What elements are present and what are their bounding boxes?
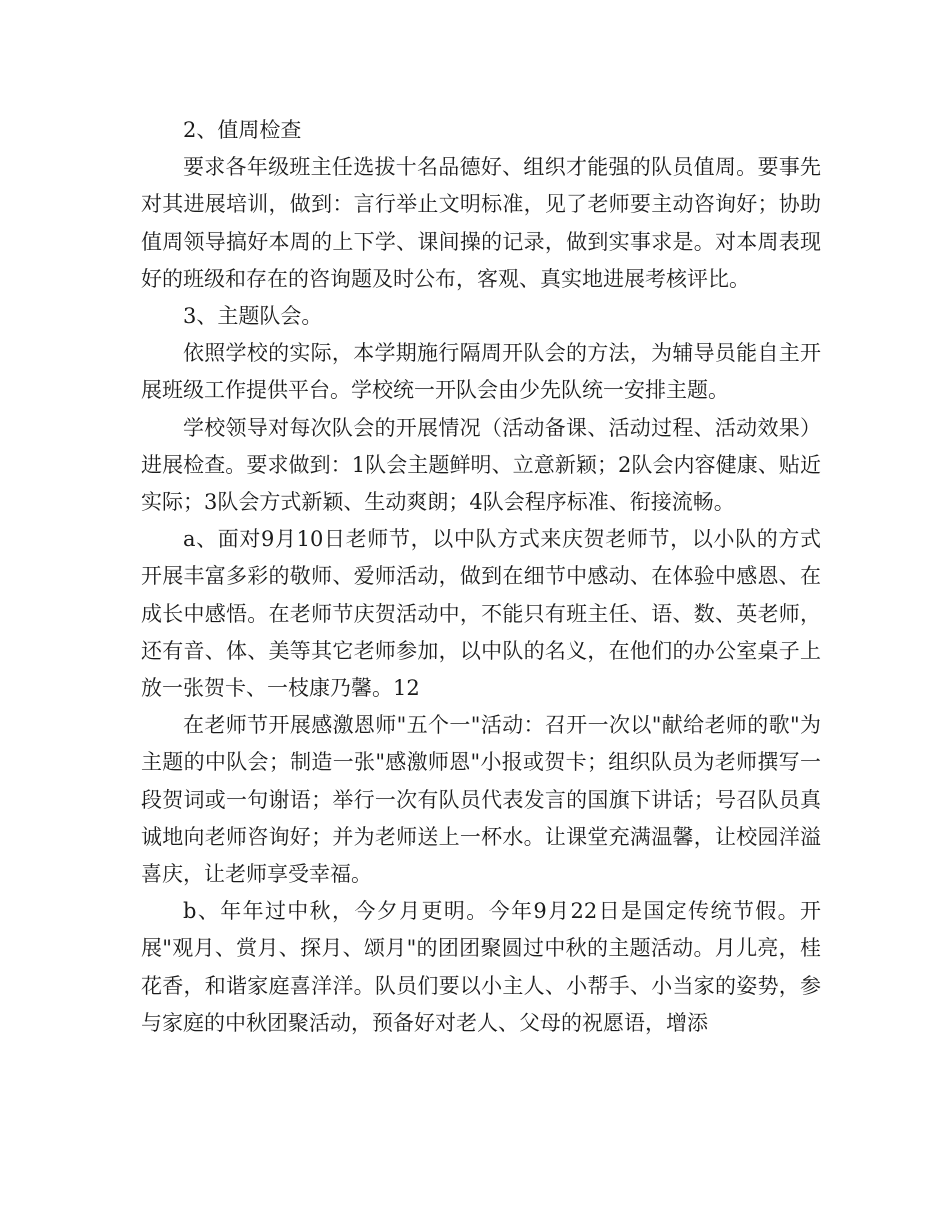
paragraph-meeting-schedule: 依照学校的实际，本学期施行隔周开队会的方法，为辅导员能自主开展班级工作提供平台。学校统一开队会由少先队统一安排主题。 <box>141 341 821 403</box>
paragraph-five-ones-activity: 在老师节开展感激恩师"五个一"活动：召开一次以"献给老师的歌"为主题的中队会；制造一张"感激师恩"小报或贺卡；组织队员为老师撰写一段贺词或一句谢语；举行一次有队员代表发言的国旗下讲话；号召队员真诚地向老师咨询好；并为老师送上一杯水。让课堂充满温馨，让校园洋溢喜庆，让老师享受幸福。 <box>141 713 821 887</box>
document-body <box>141 112 821 1042</box>
paragraph-mid-autumn: b、年年过中秋，今夕月更明。今年9月22日是国定传统节假。开展"观月、赏月、探月、颂月"的团团聚圆过中秋的主题活动。月儿亮，桂花香，和谐家庭喜洋洋。队员们要以小主人、小帮手、小当家的姿势，参与家庭的中秋团聚活动，预备好对老人、父母的祝愿语，增添 <box>141 899 821 1035</box>
paragraph-duty-requirements: 要求各年级班主任选拔十名品德好、组织才能强的队员值周。要事先对其进展培训，做到：言行举止文明标准，见了老师要主动咨询好；协助值周领导搞好本周的上下学、课间操的记录，做到实事求是。对本周表现好的班级和存在的咨询题及时公布，客观、真实地进展考核评比。 <box>141 155 821 291</box>
heading-theme-meeting: 3、主题队会。 <box>183 304 323 329</box>
heading-duty-check: 2、值周检查 <box>183 118 302 142</box>
paragraph-meeting-inspection: 学校领导对每次队会的开展情况（活动备课、活动过程、活动效果）进展检查。要求做到：1队会主题鲜明、立意新颖；2队会内容健康、贴近实际；3队会方式新颖、生动爽朗；4队会程序标准、衔接流畅。 <box>141 415 821 515</box>
paragraph-teachers-day: a、面对9月10日老师节，以中队方式来庆贺老师节，以小队的方式开展丰富多彩的敬师、爱师活动，做到在细节中感动、在体验中感恩、在成长中感悟。在老师节庆贺活动中，不能只有班主任、语、数、英老师，还有音、体、美等其它老师参加，以中队的名义，在他们的办公室桌子上放一张贺卡、一枝康乃馨。12 <box>141 527 821 701</box>
